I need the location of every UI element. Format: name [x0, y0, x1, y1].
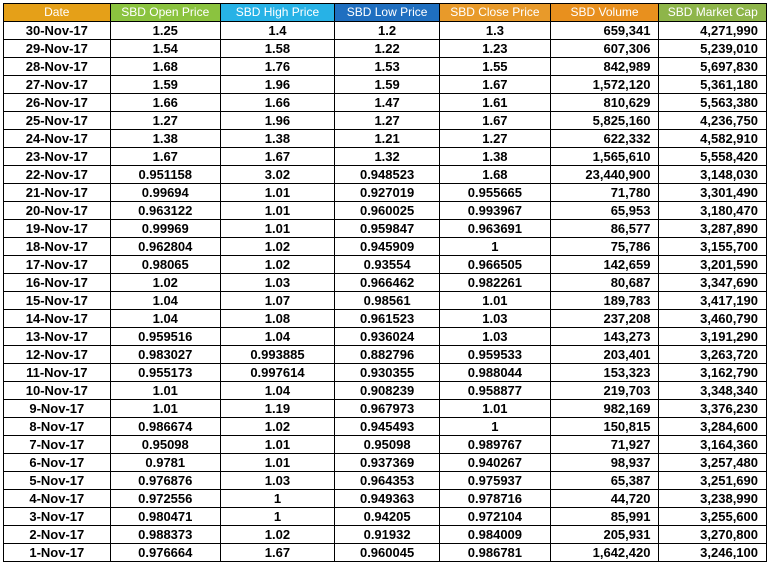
close-price-cell: 1.38 — [440, 148, 550, 166]
high-price-cell: 1.67 — [220, 148, 334, 166]
volume-cell: 143,273 — [550, 328, 659, 346]
header-volume: SBD Volume — [550, 4, 659, 22]
high-price-cell: 1.4 — [220, 22, 334, 40]
close-price-cell: 1 — [440, 238, 550, 256]
open-price-cell: 0.976876 — [110, 472, 220, 490]
date-cell: 25-Nov-17 — [4, 112, 111, 130]
date-cell: 17-Nov-17 — [4, 256, 111, 274]
close-price-cell: 1.27 — [440, 130, 550, 148]
close-price-cell: 1.55 — [440, 58, 550, 76]
open-price-cell: 1.04 — [110, 310, 220, 328]
table-row — [4, 292, 767, 310]
close-price-cell: 1 — [440, 418, 550, 436]
volume-cell: 85,991 — [550, 508, 659, 526]
open-price-cell: 1.54 — [110, 40, 220, 58]
low-price-cell: 1.2 — [334, 22, 439, 40]
high-price-cell: 0.997614 — [220, 364, 334, 382]
volume-cell: 982,169 — [550, 400, 659, 418]
open-price-cell: 1.02 — [110, 274, 220, 292]
low-price-cell: 0.930355 — [334, 364, 439, 382]
open-price-cell: 1.68 — [110, 58, 220, 76]
low-price-cell: 0.95098 — [334, 436, 439, 454]
table-row — [4, 490, 767, 508]
open-price-cell: 0.962804 — [110, 238, 220, 256]
open-price-cell: 0.959516 — [110, 328, 220, 346]
low-price-cell: 0.93554 — [334, 256, 439, 274]
close-price-cell: 0.982261 — [440, 274, 550, 292]
volume-cell: 71,927 — [550, 436, 659, 454]
volume-cell: 5,825,160 — [550, 112, 659, 130]
date-cell: 18-Nov-17 — [4, 238, 111, 256]
low-price-cell: 0.961523 — [334, 310, 439, 328]
high-price-cell: 1.02 — [220, 238, 334, 256]
header-open-price: SBD Open Price — [110, 4, 220, 22]
header-market-cap: SBD Market Cap — [659, 4, 767, 22]
open-price-cell: 1.25 — [110, 22, 220, 40]
table-row — [4, 400, 767, 418]
date-cell: 28-Nov-17 — [4, 58, 111, 76]
low-price-cell: 0.936024 — [334, 328, 439, 346]
low-price-cell: 0.967973 — [334, 400, 439, 418]
market-cap-cell: 3,287,890 — [659, 220, 767, 238]
open-price-cell: 0.98065 — [110, 256, 220, 274]
volume-cell: 622,332 — [550, 130, 659, 148]
date-cell: 27-Nov-17 — [4, 76, 111, 94]
high-price-cell: 1.08 — [220, 310, 334, 328]
low-price-cell: 1.22 — [334, 40, 439, 58]
sbd-price-table-container — [3, 3, 767, 562]
open-price-cell: 1.38 — [110, 130, 220, 148]
date-cell: 6-Nov-17 — [4, 454, 111, 472]
table-row — [4, 328, 767, 346]
low-price-cell: 0.927019 — [334, 184, 439, 202]
volume-cell: 205,931 — [550, 526, 659, 544]
close-price-cell: 1.67 — [440, 112, 550, 130]
header-high-price: SBD High Price — [220, 4, 334, 22]
low-price-cell: 0.94205 — [334, 508, 439, 526]
close-price-cell: 0.986781 — [440, 544, 550, 562]
table-row — [4, 274, 767, 292]
close-price-cell: 0.989767 — [440, 436, 550, 454]
market-cap-cell: 4,236,750 — [659, 112, 767, 130]
header-row — [4, 4, 767, 22]
table-row — [4, 76, 767, 94]
volume-cell: 75,786 — [550, 238, 659, 256]
low-price-cell: 0.964353 — [334, 472, 439, 490]
high-price-cell: 1.03 — [220, 274, 334, 292]
table-row — [4, 472, 767, 490]
close-price-cell: 0.972104 — [440, 508, 550, 526]
date-cell: 16-Nov-17 — [4, 274, 111, 292]
open-price-cell: 1.01 — [110, 400, 220, 418]
date-cell: 10-Nov-17 — [4, 382, 111, 400]
volume-cell: 86,577 — [550, 220, 659, 238]
high-price-cell: 1.02 — [220, 526, 334, 544]
market-cap-cell: 3,201,590 — [659, 256, 767, 274]
high-price-cell: 1.01 — [220, 184, 334, 202]
high-price-cell: 0.993885 — [220, 346, 334, 364]
date-cell: 3-Nov-17 — [4, 508, 111, 526]
close-price-cell: 0.984009 — [440, 526, 550, 544]
table-body — [4, 22, 767, 562]
open-price-cell: 0.955173 — [110, 364, 220, 382]
volume-cell: 65,953 — [550, 202, 659, 220]
table-row — [4, 454, 767, 472]
header-close-price: SBD Close Price — [440, 4, 550, 22]
table-row — [4, 112, 767, 130]
table-row — [4, 364, 767, 382]
date-cell: 30-Nov-17 — [4, 22, 111, 40]
high-price-cell: 1.01 — [220, 220, 334, 238]
close-price-cell: 0.959533 — [440, 346, 550, 364]
table-row — [4, 382, 767, 400]
date-cell: 7-Nov-17 — [4, 436, 111, 454]
volume-cell: 189,783 — [550, 292, 659, 310]
market-cap-cell: 3,348,340 — [659, 382, 767, 400]
market-cap-cell: 3,460,790 — [659, 310, 767, 328]
market-cap-cell: 3,191,290 — [659, 328, 767, 346]
close-price-cell: 0.963691 — [440, 220, 550, 238]
open-price-cell: 1.01 — [110, 382, 220, 400]
high-price-cell: 1.01 — [220, 436, 334, 454]
high-price-cell: 1.96 — [220, 76, 334, 94]
close-price-cell: 0.940267 — [440, 454, 550, 472]
date-cell: 23-Nov-17 — [4, 148, 111, 166]
open-price-cell: 0.976664 — [110, 544, 220, 562]
market-cap-cell: 3,162,790 — [659, 364, 767, 382]
low-price-cell: 0.945909 — [334, 238, 439, 256]
market-cap-cell: 3,255,600 — [659, 508, 767, 526]
open-price-cell: 0.963122 — [110, 202, 220, 220]
market-cap-cell: 3,257,480 — [659, 454, 767, 472]
date-cell: 19-Nov-17 — [4, 220, 111, 238]
low-price-cell: 0.948523 — [334, 166, 439, 184]
close-price-cell: 0.988044 — [440, 364, 550, 382]
volume-cell: 23,440,900 — [550, 166, 659, 184]
market-cap-cell: 3,251,690 — [659, 472, 767, 490]
market-cap-cell: 3,238,990 — [659, 490, 767, 508]
low-price-cell: 1.47 — [334, 94, 439, 112]
volume-cell: 142,659 — [550, 256, 659, 274]
market-cap-cell: 5,697,830 — [659, 58, 767, 76]
volume-cell: 98,937 — [550, 454, 659, 472]
low-price-cell: 0.908239 — [334, 382, 439, 400]
high-price-cell: 1.07 — [220, 292, 334, 310]
market-cap-cell: 3,284,600 — [659, 418, 767, 436]
table-row — [4, 310, 767, 328]
volume-cell: 810,629 — [550, 94, 659, 112]
date-cell: 22-Nov-17 — [4, 166, 111, 184]
volume-cell: 1,642,420 — [550, 544, 659, 562]
table-row — [4, 22, 767, 40]
close-price-cell: 0.993967 — [440, 202, 550, 220]
close-price-cell: 0.978716 — [440, 490, 550, 508]
high-price-cell: 1.03 — [220, 472, 334, 490]
date-cell: 21-Nov-17 — [4, 184, 111, 202]
open-price-cell: 0.986674 — [110, 418, 220, 436]
table-row — [4, 166, 767, 184]
market-cap-cell: 3,270,800 — [659, 526, 767, 544]
close-price-cell: 1.23 — [440, 40, 550, 58]
low-price-cell: 0.960025 — [334, 202, 439, 220]
low-price-cell: 0.960045 — [334, 544, 439, 562]
header-date: Date — [4, 4, 111, 22]
table-row — [4, 40, 767, 58]
high-price-cell: 1.76 — [220, 58, 334, 76]
low-price-cell: 1.21 — [334, 130, 439, 148]
table-row — [4, 256, 767, 274]
high-price-cell: 1.66 — [220, 94, 334, 112]
date-cell: 14-Nov-17 — [4, 310, 111, 328]
volume-cell: 1,565,610 — [550, 148, 659, 166]
volume-cell: 153,323 — [550, 364, 659, 382]
open-price-cell: 0.972556 — [110, 490, 220, 508]
date-cell: 2-Nov-17 — [4, 526, 111, 544]
volume-cell: 659,341 — [550, 22, 659, 40]
open-price-cell: 0.980471 — [110, 508, 220, 526]
volume-cell: 150,815 — [550, 418, 659, 436]
table-row — [4, 184, 767, 202]
open-price-cell: 1.66 — [110, 94, 220, 112]
close-price-cell: 0.955665 — [440, 184, 550, 202]
market-cap-cell: 3,417,190 — [659, 292, 767, 310]
market-cap-cell: 3,180,470 — [659, 202, 767, 220]
market-cap-cell: 3,155,700 — [659, 238, 767, 256]
volume-cell: 203,401 — [550, 346, 659, 364]
date-cell: 24-Nov-17 — [4, 130, 111, 148]
table-row — [4, 346, 767, 364]
close-price-cell: 1.01 — [440, 400, 550, 418]
volume-cell: 80,687 — [550, 274, 659, 292]
table-row — [4, 508, 767, 526]
low-price-cell: 0.98561 — [334, 292, 439, 310]
close-price-cell: 0.958877 — [440, 382, 550, 400]
volume-cell: 842,989 — [550, 58, 659, 76]
table-row — [4, 436, 767, 454]
open-price-cell: 0.95098 — [110, 436, 220, 454]
volume-cell: 607,306 — [550, 40, 659, 58]
market-cap-cell: 4,582,910 — [659, 130, 767, 148]
sbd-price-table — [3, 3, 767, 562]
open-price-cell: 0.983027 — [110, 346, 220, 364]
open-price-cell: 1.04 — [110, 292, 220, 310]
market-cap-cell: 4,271,990 — [659, 22, 767, 40]
table-row — [4, 418, 767, 436]
open-price-cell: 0.99694 — [110, 184, 220, 202]
low-price-cell: 0.882796 — [334, 346, 439, 364]
volume-cell: 71,780 — [550, 184, 659, 202]
close-price-cell: 1.67 — [440, 76, 550, 94]
low-price-cell: 0.91932 — [334, 526, 439, 544]
open-price-cell: 1.67 — [110, 148, 220, 166]
high-price-cell: 3.02 — [220, 166, 334, 184]
date-cell: 13-Nov-17 — [4, 328, 111, 346]
open-price-cell: 0.99969 — [110, 220, 220, 238]
table-row — [4, 58, 767, 76]
market-cap-cell: 5,239,010 — [659, 40, 767, 58]
close-price-cell: 1.3 — [440, 22, 550, 40]
low-price-cell: 0.959847 — [334, 220, 439, 238]
date-cell: 15-Nov-17 — [4, 292, 111, 310]
high-price-cell: 1.04 — [220, 328, 334, 346]
high-price-cell: 1.96 — [220, 112, 334, 130]
volume-cell: 65,387 — [550, 472, 659, 490]
open-price-cell: 0.988373 — [110, 526, 220, 544]
table-row — [4, 94, 767, 112]
header-low-price: SBD Low Price — [334, 4, 439, 22]
market-cap-cell: 3,376,230 — [659, 400, 767, 418]
open-price-cell: 0.9781 — [110, 454, 220, 472]
table-row — [4, 148, 767, 166]
table-row — [4, 238, 767, 256]
low-price-cell: 0.945493 — [334, 418, 439, 436]
close-price-cell: 1.03 — [440, 310, 550, 328]
open-price-cell: 1.59 — [110, 76, 220, 94]
low-price-cell: 0.949363 — [334, 490, 439, 508]
close-price-cell: 1.03 — [440, 328, 550, 346]
table-row — [4, 544, 767, 562]
market-cap-cell: 5,558,420 — [659, 148, 767, 166]
date-cell: 4-Nov-17 — [4, 490, 111, 508]
date-cell: 8-Nov-17 — [4, 418, 111, 436]
high-price-cell: 1 — [220, 490, 334, 508]
date-cell: 1-Nov-17 — [4, 544, 111, 562]
close-price-cell: 0.975937 — [440, 472, 550, 490]
volume-cell: 219,703 — [550, 382, 659, 400]
volume-cell: 44,720 — [550, 490, 659, 508]
market-cap-cell: 3,164,360 — [659, 436, 767, 454]
high-price-cell: 1 — [220, 508, 334, 526]
high-price-cell: 1.01 — [220, 454, 334, 472]
date-cell: 29-Nov-17 — [4, 40, 111, 58]
table-row — [4, 130, 767, 148]
table-row — [4, 526, 767, 544]
date-cell: 5-Nov-17 — [4, 472, 111, 490]
volume-cell: 1,572,120 — [550, 76, 659, 94]
volume-cell: 237,208 — [550, 310, 659, 328]
market-cap-cell: 3,148,030 — [659, 166, 767, 184]
market-cap-cell: 3,263,720 — [659, 346, 767, 364]
low-price-cell: 0.937369 — [334, 454, 439, 472]
high-price-cell: 1.38 — [220, 130, 334, 148]
high-price-cell: 1.02 — [220, 256, 334, 274]
high-price-cell: 1.19 — [220, 400, 334, 418]
close-price-cell: 1.01 — [440, 292, 550, 310]
low-price-cell: 1.27 — [334, 112, 439, 130]
open-price-cell: 1.27 — [110, 112, 220, 130]
market-cap-cell: 3,246,100 — [659, 544, 767, 562]
high-price-cell: 1.01 — [220, 202, 334, 220]
low-price-cell: 1.32 — [334, 148, 439, 166]
low-price-cell: 1.53 — [334, 58, 439, 76]
date-cell: 9-Nov-17 — [4, 400, 111, 418]
close-price-cell: 0.966505 — [440, 256, 550, 274]
market-cap-cell: 5,563,380 — [659, 94, 767, 112]
date-cell: 20-Nov-17 — [4, 202, 111, 220]
date-cell: 11-Nov-17 — [4, 364, 111, 382]
close-price-cell: 1.61 — [440, 94, 550, 112]
high-price-cell: 1.04 — [220, 382, 334, 400]
low-price-cell: 0.966462 — [334, 274, 439, 292]
date-cell: 26-Nov-17 — [4, 94, 111, 112]
market-cap-cell: 3,301,490 — [659, 184, 767, 202]
open-price-cell: 0.951158 — [110, 166, 220, 184]
low-price-cell: 1.59 — [334, 76, 439, 94]
close-price-cell: 1.68 — [440, 166, 550, 184]
high-price-cell: 1.58 — [220, 40, 334, 58]
high-price-cell: 1.02 — [220, 418, 334, 436]
table-row — [4, 202, 767, 220]
market-cap-cell: 3,347,690 — [659, 274, 767, 292]
high-price-cell: 1.67 — [220, 544, 334, 562]
table-row — [4, 220, 767, 238]
market-cap-cell: 5,361,180 — [659, 76, 767, 94]
date-cell: 12-Nov-17 — [4, 346, 111, 364]
